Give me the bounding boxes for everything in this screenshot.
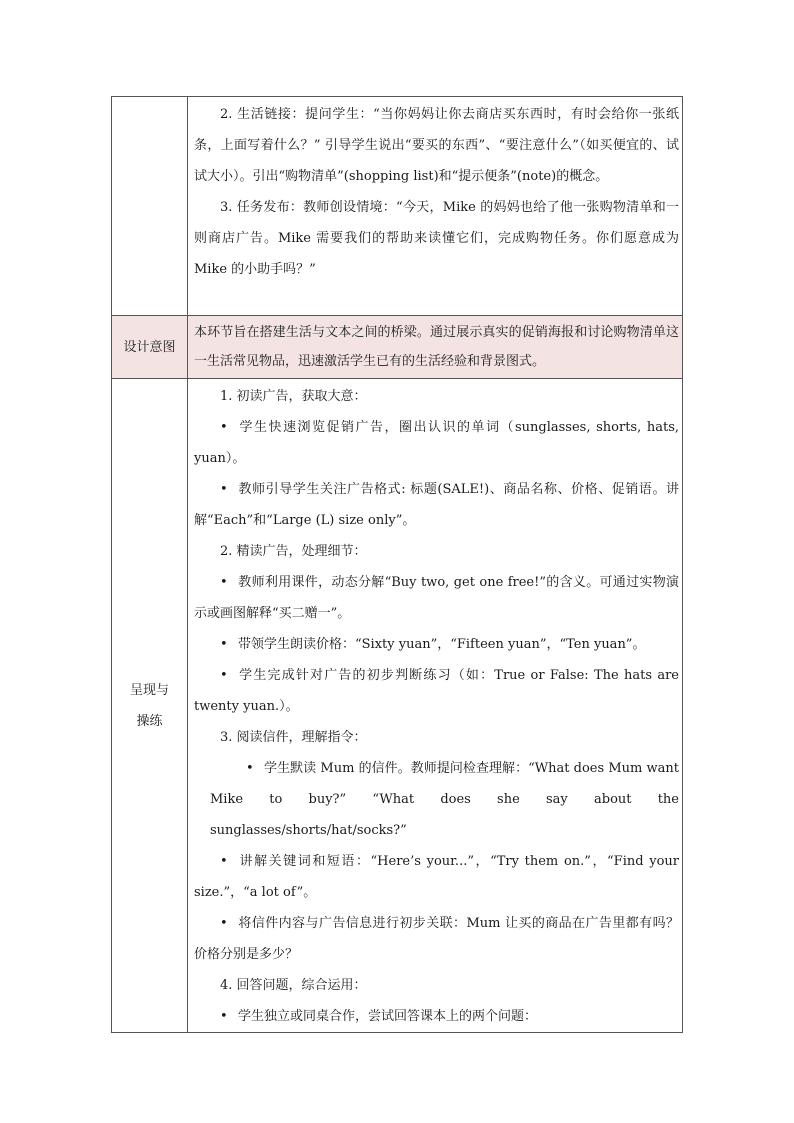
- step-1-bullet-2: [194, 474, 679, 536]
- step-3-bullet-3-text: 将信件内容与广告信息进行初步关联：Mum 让买的商品在广告里都有吗？价格分别是多少？: [194, 916, 679, 962]
- intro-row: [112, 97, 683, 316]
- step-1-title: 1. 初读广告，获取大意：: [220, 389, 367, 404]
- practice-row: [112, 379, 683, 1033]
- bullet-icon: •: [220, 420, 228, 435]
- step-3-title: 3. 阅读信件，理解指令：: [220, 730, 367, 745]
- step-2-bullet-1-text: 教师利用课件，动态分解“Buy two, get one free!”的含义。可通过实物演示或画图解释“买二赠一”。: [194, 575, 679, 621]
- bullet-icon: •: [246, 761, 254, 776]
- step-3-bullet-2: [194, 846, 679, 908]
- design-intent-row: [112, 316, 683, 379]
- intro-content-cell: [188, 97, 683, 316]
- intro-item-3: 3. 任务发布：教师创设情境：“今天，Mike 的妈妈也给了他一张购物清单和一则商店广告。Mike 需要我们的帮助来读懂它们，完成购物任务。你们愿意成为 Mike 的小助手吗？”: [194, 200, 679, 277]
- step-2-bullet-2-text: 带领学生朗读价格：“Sixty yuan”，“Fifteen yuan”，“Ten yuan”。: [238, 637, 646, 652]
- design-intent-content-cell: [188, 316, 683, 379]
- step-2-title: 2. 精读广告，处理细节：: [220, 544, 367, 559]
- bullet-icon: •: [220, 916, 228, 931]
- intro-item-2: 2. 生活链接：提问学生：“当你妈妈让你去商店买东西时，有时会给你一张纸条，上面写着什么？” 引导学生说出“要买的东西”、“要注意什么”（如买便宜的、试试大小）。引出“购物清单”(shopping list)和“提示便条”(note)的概念。: [194, 107, 679, 184]
- practice-label-line-2: 操练: [136, 713, 163, 729]
- step-1-bullet-1: [194, 412, 679, 474]
- lesson-plan-table: [111, 96, 683, 1033]
- bullet-icon: •: [220, 637, 228, 652]
- intro-label-cell: [112, 97, 188, 316]
- step-4-bullet-1-text: 学生独立或同桌合作，尝试回答课本上的两个问题：: [238, 1009, 538, 1024]
- bullet-icon: •: [220, 575, 228, 590]
- step-3-bullet-1-text: 学生默读 Mum 的信件。教师提问检查理解：“What does Mum want Mike to buy?” “What does she say about the sunglasses/shorts/hat/socks?”: [210, 761, 679, 838]
- bullet-icon: •: [220, 854, 228, 869]
- bullet-icon: •: [220, 1009, 228, 1024]
- step-4-title: 4. 回答问题，综合运用：: [220, 978, 367, 993]
- step-4-bullet-1: [194, 1001, 679, 1032]
- step-3-bullet-2-text: 讲解关键词和短语：“Here’s your...”，“Try them on.”，“Find your size.”，“a lot of”。: [194, 854, 679, 900]
- design-intent-text: 本环节旨在搭建生活与文本之间的桥梁。通过展示真实的促销海报和讨论购物清单这一生活常见物品，迅速激活学生已有的生活经验和背景图式。: [194, 325, 679, 369]
- practice-content-cell: [188, 379, 683, 1033]
- step-2-bullet-1: [194, 567, 679, 629]
- design-intent-label: 设计意图: [123, 339, 176, 355]
- step-3-bullet-3: [194, 908, 679, 970]
- step-2-bullet-3: [194, 660, 679, 722]
- step-2-bullet-3-text: 学生完成针对广告的初步判断练习（如：True or False: The hats are twenty yuan.）。: [194, 668, 679, 714]
- bullet-icon: •: [220, 668, 228, 683]
- step-1-bullet-1-text: 学生快速浏览促销广告，圈出认识的单词（sunglasses, shorts, hats, yuan）。: [194, 420, 679, 466]
- practice-label-cell: [112, 379, 188, 1033]
- step-1-bullet-2-text: 教师引导学生关注广告格式: 标题(SALE!)、商品名称、价格、促销语。讲解“Each”和“Large (L) size only”。: [194, 482, 679, 528]
- practice-label-line-1: 呈现与: [129, 682, 169, 698]
- step-3-bullet-1: [194, 753, 679, 846]
- design-intent-label-cell: [112, 316, 188, 379]
- bullet-icon: •: [220, 482, 228, 497]
- step-2-bullet-2: [194, 629, 679, 660]
